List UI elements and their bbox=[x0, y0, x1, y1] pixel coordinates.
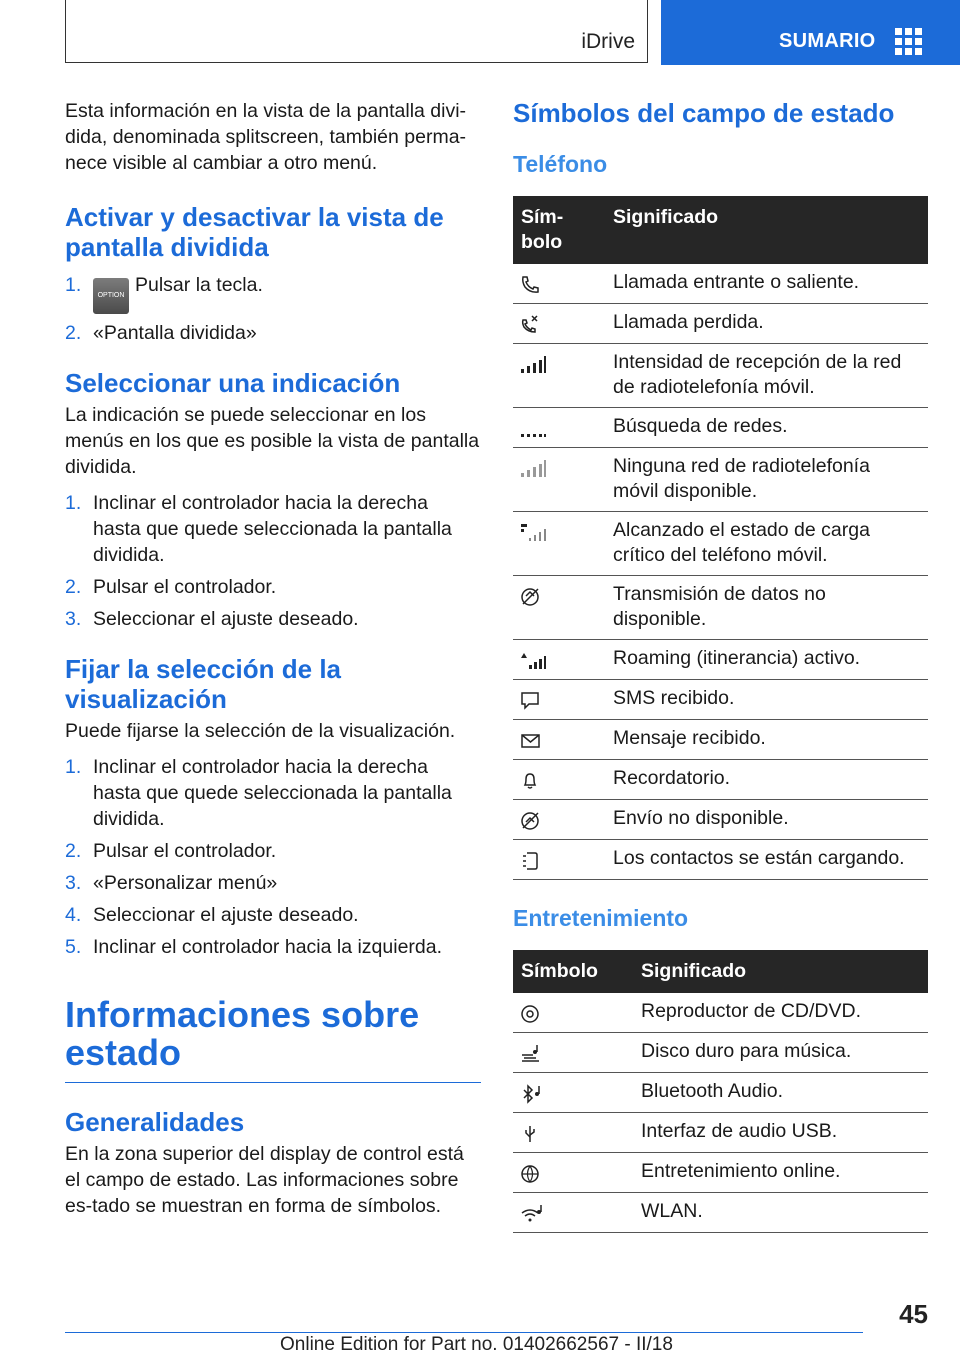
intro-paragraph: Esta información en la vista de la pantalla divi-dida, denominada splitscreen, también perma-nece visible al cambiar a otro menú. bbox=[65, 100, 467, 174]
table-header-row bbox=[513, 950, 928, 993]
section-title-select-display: Seleccionar una indicación bbox=[65, 368, 401, 398]
hard-disk-music-icon bbox=[519, 1043, 545, 1065]
table-row: Disco duro para música. bbox=[513, 1033, 928, 1073]
list-item: 3. Seleccionar el ajuste deseado. bbox=[65, 608, 359, 630]
chapter-title: Informaciones sobre estado bbox=[65, 994, 420, 1073]
table-row: Reproductor de CD/DVD. bbox=[513, 993, 928, 1033]
data-unavailable-icon bbox=[519, 586, 543, 608]
entertainment-symbols-table bbox=[513, 950, 928, 1233]
table-row: Transmisión de datos no disponible. bbox=[513, 576, 928, 640]
table-row: Entretenimiento online. bbox=[513, 1153, 928, 1193]
select-display-text: La indicación se puede seleccionar en los menús en los que es posible la vista de pantalla dividida. bbox=[65, 404, 480, 478]
phone-call-icon bbox=[519, 274, 541, 296]
list-item: 2. Pulsar el controlador. bbox=[65, 840, 277, 862]
online-entertainment-icon bbox=[519, 1163, 543, 1185]
list-item: 1. Inclinar el controlador hacia la derecha hasta que quede seleccionada la pantalla dividida. bbox=[65, 756, 452, 830]
list-item: 2. «Pantalla dividida» bbox=[65, 322, 257, 344]
table-row: Búsqueda de redes. bbox=[513, 408, 928, 448]
footer-divider bbox=[65, 1332, 863, 1333]
header-title: iDrive bbox=[581, 30, 635, 53]
wlan-icon bbox=[519, 1203, 545, 1225]
table-row: Los contactos se están cargando. bbox=[513, 840, 928, 880]
list-item: 5. Inclinar el controlador hacia la izquierda. bbox=[65, 936, 443, 958]
table-row: Recordatorio. bbox=[513, 760, 928, 800]
column-header-meaning: Significado bbox=[605, 196, 928, 264]
cd-dvd-icon bbox=[519, 1003, 543, 1025]
column-header-symbol: Símbolo bbox=[513, 950, 633, 993]
summary-label: SUMARIO bbox=[779, 30, 876, 52]
list-item: 1. OPTION Pulsar la tecla. bbox=[65, 272, 481, 314]
general-text: En la zona superior del display de control está el campo de estado. Las informaciones sobre es-tado se muestran en forma de símbolos. bbox=[65, 1143, 464, 1217]
list-item: 1. Inclinar el controlador hacia la derecha hasta que quede seleccionada la pantalla dividida. bbox=[65, 492, 452, 566]
footer-edition: Online Edition for Part no. 01402662567 - II/18 bbox=[280, 1334, 673, 1355]
entertainment-subtitle: Entretenimiento bbox=[513, 905, 689, 931]
list-item: 3. «Personalizar menú» bbox=[65, 872, 278, 894]
no-network-icon bbox=[519, 458, 547, 480]
reminder-bell-icon bbox=[519, 770, 543, 792]
table-row: Ninguna red de radiotelefonía móvil disponible. bbox=[513, 448, 928, 512]
sms-icon bbox=[519, 690, 543, 712]
table-row: WLAN. bbox=[513, 1193, 928, 1233]
header-frame bbox=[65, 0, 648, 63]
table-header-row bbox=[513, 196, 928, 264]
fix-selection-text: Puede fijarse la selección de la visualización. bbox=[65, 720, 456, 742]
page-number: 45 bbox=[899, 1299, 928, 1329]
contacts-loading-icon bbox=[519, 850, 543, 872]
roaming-icon bbox=[519, 650, 547, 672]
network-search-icon bbox=[519, 418, 547, 440]
bluetooth-audio-icon bbox=[519, 1083, 545, 1105]
column-header-meaning: Significado bbox=[633, 950, 928, 993]
signal-strength-icon bbox=[519, 354, 547, 376]
table-row: Mensaje recibido. bbox=[513, 720, 928, 760]
usb-icon bbox=[519, 1123, 543, 1145]
symbols-title: Símbolos del campo de estado bbox=[513, 98, 895, 128]
phone-subtitle: Teléfono bbox=[513, 151, 608, 177]
battery-critical-icon bbox=[519, 522, 547, 544]
section-title-general: Generalidades bbox=[65, 1107, 245, 1137]
table-row: Intensidad de recepción de la red de radiotelefonía móvil. bbox=[513, 344, 928, 408]
table-row: Llamada perdida. bbox=[513, 304, 928, 344]
select-display-steps bbox=[65, 490, 481, 632]
phone-symbols-table bbox=[513, 196, 928, 880]
message-icon bbox=[519, 730, 543, 752]
section-title-fix-selection: Fijar la selección de la visualización bbox=[65, 654, 342, 714]
split-view-steps bbox=[65, 272, 481, 346]
summary-button[interactable] bbox=[661, 0, 960, 65]
list-item: 4. Seleccionar el ajuste deseado. bbox=[65, 904, 359, 926]
right-column bbox=[513, 98, 928, 1233]
table-row: Roaming (itinerancia) activo. bbox=[513, 640, 928, 680]
table-row: Envío no disponible. bbox=[513, 800, 928, 840]
table-row: SMS recibido. bbox=[513, 680, 928, 720]
column-header-symbol: Sím-bolo bbox=[513, 196, 605, 264]
grid-menu-icon bbox=[895, 28, 922, 55]
fix-selection-steps bbox=[65, 754, 481, 960]
missed-call-icon bbox=[519, 314, 541, 336]
section-title-split-view: Activar y desactivar la vista de pantalla dividida bbox=[65, 202, 444, 262]
send-unavailable-icon bbox=[519, 810, 543, 832]
option-key-icon: OPTION bbox=[93, 278, 129, 314]
chapter-divider bbox=[65, 1082, 481, 1083]
table-row: Alcanzado el estado de carga crítico del teléfono móvil. bbox=[513, 512, 928, 576]
list-item: 2. Pulsar el controlador. bbox=[65, 576, 277, 598]
table-row: Llamada entrante o saliente. bbox=[513, 264, 928, 304]
left-column bbox=[65, 98, 481, 1219]
table-row: Interfaz de audio USB. bbox=[513, 1113, 928, 1153]
table-row: Bluetooth Audio. bbox=[513, 1073, 928, 1113]
